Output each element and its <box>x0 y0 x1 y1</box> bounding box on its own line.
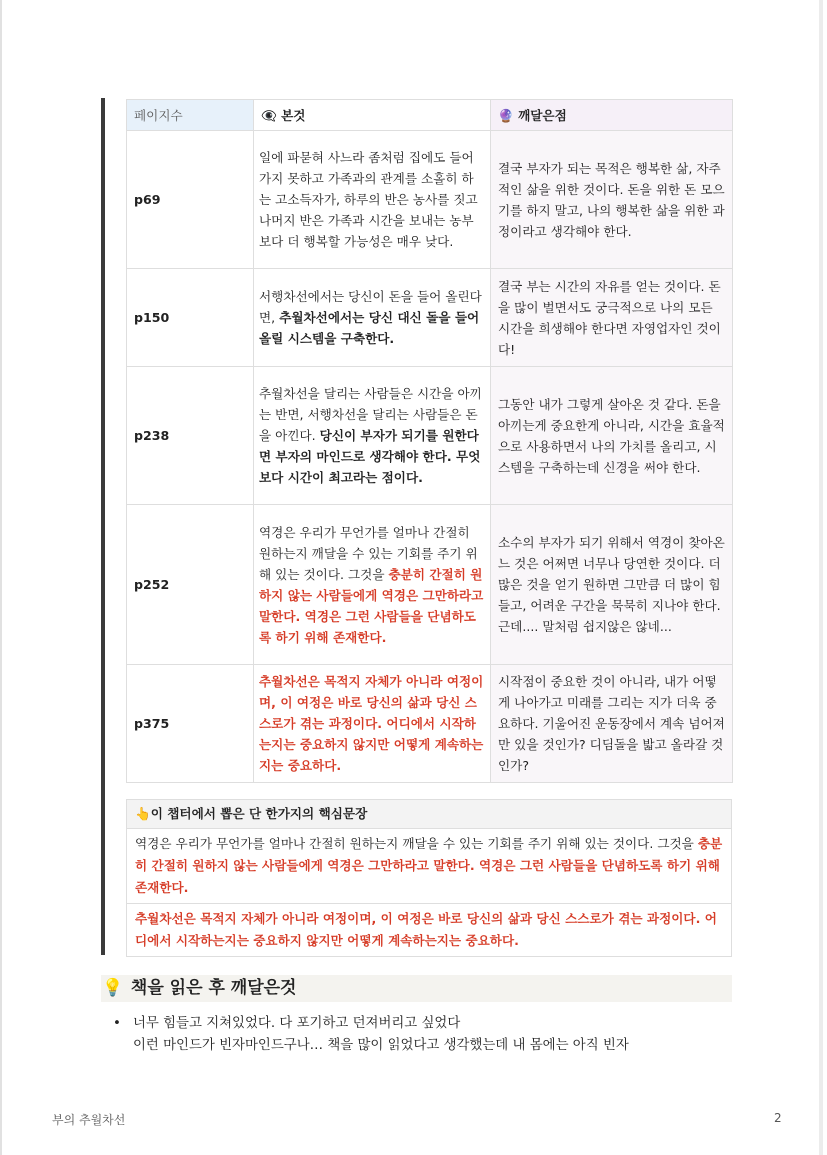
text-segment: 충분히 간절히 원하지 않는 사람들에게 역경은 그만하라고 말한다. 역경은 그런 사람들을 단념하도록 하기 위해 존재한다. <box>259 566 484 645</box>
bullet-line: 이런 마인드가 빈자마인드구나… 책을 많이 읽었다고 생각했는데 내 몸에는 아직 빈자 <box>133 1038 629 1053</box>
learn-cell: 소수의 부자가 되기 위해서 역경이 찾아온느 것은 어쩌면 너무나 당연한 것이다. 더 많은 것을 얻기 원하면 그만큼 더 많이 힘들고, 어려운 구간을 묵묵히 지나야 한다. 근데.... 말처럼 쉽지않은 않네... <box>491 505 733 665</box>
key-sentence-box <box>126 799 732 957</box>
header-learn <box>491 100 733 131</box>
quote-bar <box>101 98 105 955</box>
footer-title: 부의 추월차선 <box>52 1113 126 1127</box>
crystal-ball-icon: 🔮 <box>498 107 514 123</box>
key-sentence-paragraph <box>126 829 732 904</box>
page-number: p150 <box>127 269 254 367</box>
table-row <box>127 505 733 665</box>
table-row <box>127 269 733 367</box>
table-row <box>127 665 733 783</box>
key-sentence-title: 이 챕터에서 뽑은 단 한가지의 핵심문장 <box>150 806 368 821</box>
text-segment: 추월차선은 목적지 자체가 아니라 여정이며, 이 여정은 바로 당신의 삶과 당신 스스로가 겪는 과정이다. 어디에서 시작하는지는 중요하지 않지만 어떻게 계속하는지는 중요하다. <box>135 911 717 948</box>
text-segment: 당신이 부자가 되기를 원한다면 부자의 마인드로 생각해야 한다. 무엇보다 시간이 최고라는 점이다. <box>259 428 481 485</box>
text-segment: 추월차선에서는 당신 대신 돌을 들어 올릴 시스템을 구축한다. <box>259 310 480 346</box>
table-row <box>127 131 733 269</box>
header-page: 페이지수 <box>127 100 254 131</box>
lightbulb-icon: 💡 <box>102 978 124 998</box>
learn-cell: 시작점이 중요한 것이 아니라, 내가 어떻게 나아가고 미래를 그리는 지가 더욱 중요하다. 기울어진 운동장에서 계속 넘어져만 있을 것인가? 디딤돌을 밟고 올라갈 것인가? <box>491 665 733 783</box>
header-learn-label: 깨달은점 <box>518 107 567 123</box>
section-heading <box>101 975 732 1002</box>
table-row <box>127 367 733 505</box>
learn-cell: 결국 부자가 되는 목적은 행복한 삶, 자주적인 삶을 위한 것이다. 돈을 위한 돈 모으기를 하지 말고, 나의 행복한 삶을 위한 과정이라고 생각해야 한다. <box>491 131 733 269</box>
page-number: p375 <box>127 665 254 783</box>
key-sentence-header <box>126 799 732 829</box>
section-heading-text: 책을 읽은 후 깨달은것 <box>130 978 297 998</box>
text-segment: 추월차선은 목적지 자체가 아니라 여정이며, 이 여정은 바로 당신의 삶과 당신 스스로가 겪는 과정이다. 어디에서 시작하는지는 중요하지 않지만 어떻게 계속하는지는 중요하다. <box>259 674 484 773</box>
page-number: p252 <box>127 505 254 665</box>
page-number: p238 <box>127 367 254 505</box>
bullet-dot-icon: • <box>113 1016 121 1031</box>
text-segment: 일에 파묻혀 사느라 좀처럼 집에도 들어가지 못하고 가족과의 관계를 소홀히 하는 고소득자가, 하루의 반은 농사를 짓고 나머지 반은 가족과 시간을 보내는 농부보다 더 행복할 가능성은 매우 낮다. <box>259 150 478 249</box>
seen-cell <box>254 269 491 367</box>
bullet-line: 너무 힘들고 지쳐있었다. 다 포기하고 던져버리고 싶었다 <box>133 1016 461 1031</box>
pointing-hand-icon: 👆 <box>135 806 151 821</box>
seen-cell <box>254 505 491 665</box>
learn-cell: 그동안 내가 그렇게 살아온 것 같다. 돈을 아끼는게 중요한게 아니라, 시간을 효율적으로 사용하면서 나의 가치를 올리고, 시스템을 구축하는데 신경을 써야 한다. <box>491 367 733 505</box>
text-segment: 역경은 우리가 무언가를 얼마나 간절히 원하는지 깨달을 수 있는 기회를 주기 위해 있는 것이다. 그것을 <box>259 524 478 582</box>
text-segment: 역경은 우리가 무언가를 얼마나 간절히 원하는지 깨달을 수 있는 기회를 주기 위해 있는 것이다. 그것을 <box>135 836 698 851</box>
key-sentence-paragraph <box>126 904 732 957</box>
learn-cell: 결국 부는 시간의 자유를 얻는 것이다. 돈을 많이 벌면서도 궁극적으로 나의 모든 시간을 희생해야 한다면 자영업자인 것이다! <box>491 269 733 367</box>
eye-icon: 👁‍🗨 <box>261 107 277 123</box>
seen-cell <box>254 665 491 783</box>
footer-page-number: 2 <box>774 1111 782 1125</box>
text-segment: 서행차선에서는 당신이 돈을 들어 올린다면, <box>259 289 482 325</box>
text-segment: 추월차선을 달리는 사람들은 시간을 아끼는 반면, 서행차선을 달리는 사람들은 돈을 아낀다. <box>259 386 482 443</box>
table-header-row <box>127 100 733 131</box>
reading-notes-table <box>126 99 733 783</box>
bullet-text <box>133 1013 733 1057</box>
seen-cell <box>254 367 491 505</box>
page-number: p69 <box>127 131 254 269</box>
header-seen-label: 본것 <box>281 107 306 123</box>
seen-cell <box>254 131 491 269</box>
text-segment: 충분히 간절히 원하지 않는 사람들에게 역경은 그만하라고 말한다. 역경은 그런 사람들을 단념하도록 하기 위해 존재한다. <box>135 836 723 895</box>
header-seen <box>254 100 491 131</box>
